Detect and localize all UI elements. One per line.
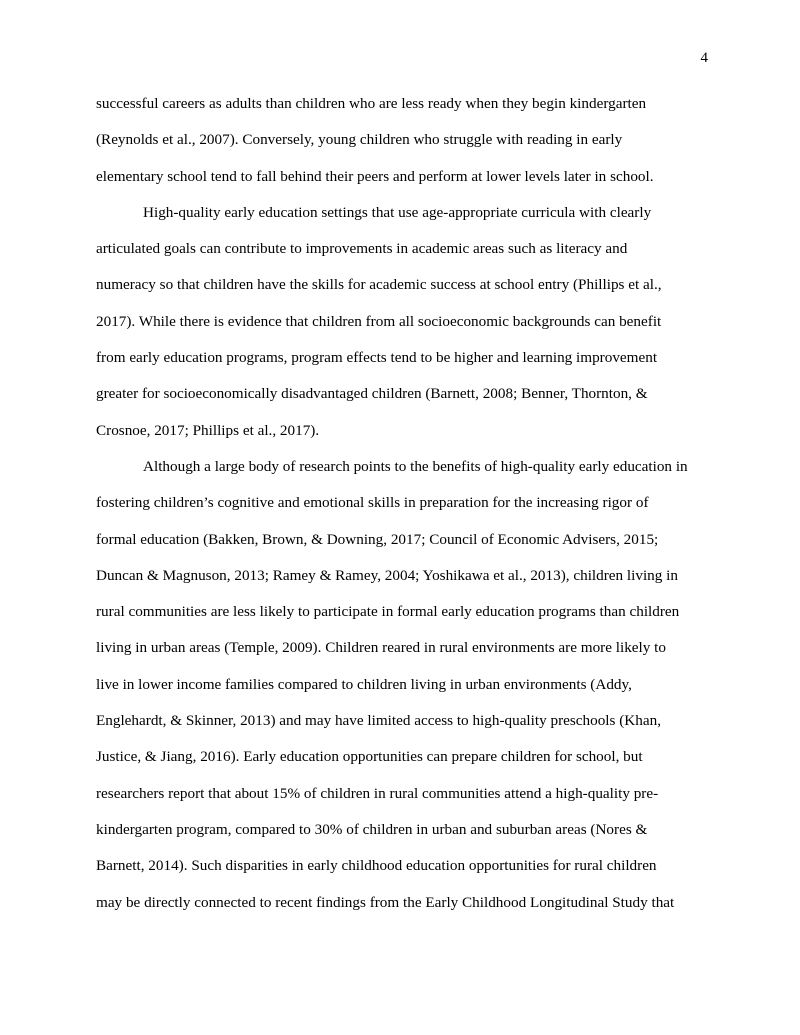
- text-line: living in urban areas (Temple, 2009). Children reared in rural environments are more likely to: [96, 639, 666, 657]
- text-line: Barnett, 2014). Such disparities in early childhood education opportunities for rural children: [96, 857, 657, 875]
- text-line: live in lower income families compared to children living in urban environments (Addy,: [96, 675, 632, 693]
- text-line: Justice, & Jiang, 2016). Early education opportunities can prepare children for school, but: [96, 748, 643, 766]
- text-line: elementary school tend to fall behind their peers and perform at lower levels later in school.: [96, 167, 654, 185]
- page-number: 4: [700, 50, 708, 66]
- text-line: Duncan & Magnuson, 2013; Ramey & Ramey, 2004; Yoshikawa et al., 2013), children living in: [96, 566, 678, 584]
- text-line: 2017). While there is evidence that children from all socioeconomic backgrounds can benefit: [96, 312, 662, 330]
- text-line: Englehardt, & Skinner, 2013) and may have limited access to high-quality preschools (Khan,: [96, 712, 661, 730]
- paragraph-first-line: Although a large body of research points to the benefits of high-quality early education in: [143, 457, 688, 475]
- text-line: researchers report that about 15% of children in rural communities attend a high-quality pre-: [96, 784, 659, 802]
- text-line: (Reynolds et al., 2007). Conversely, young children who struggle with reading in early: [96, 131, 623, 149]
- paragraph-first-line: High-quality early education settings that use age-appropriate curricula with clearly: [143, 203, 652, 221]
- text-line: greater for socioeconomically disadvantaged children (Barnett, 2008; Benner, Thornton, &: [96, 385, 648, 403]
- text-line: rural communities are less likely to participate in formal early education programs than children: [96, 603, 680, 621]
- body-text: [96, 94, 736, 929]
- text-line: formal education (Bakken, Brown, & Downing, 2017; Council of Economic Advisers, 2015;: [96, 530, 659, 548]
- text-line: kindergarten program, compared to 30% of children in urban and suburban areas (Nores &: [96, 820, 648, 838]
- text-line: articulated goals can contribute to improvements in academic areas such as literacy and: [96, 240, 628, 258]
- text-line: successful careers as adults than children who are less ready when they begin kindergarten: [96, 95, 647, 112]
- text-line: Crosnoe, 2017; Phillips et al., 2017).: [96, 421, 320, 439]
- text-line: may be directly connected to recent findings from the Early Childhood Longitudinal Study that: [96, 893, 675, 911]
- text-line: numeracy so that children have the skills for academic success at school entry (Phillips et al.,: [96, 276, 662, 294]
- text-line: fostering children’s cognitive and emotional skills in preparation for the increasing rigor of: [96, 494, 649, 512]
- text-line: from early education programs, program effects tend to be higher and learning improvement: [96, 349, 658, 367]
